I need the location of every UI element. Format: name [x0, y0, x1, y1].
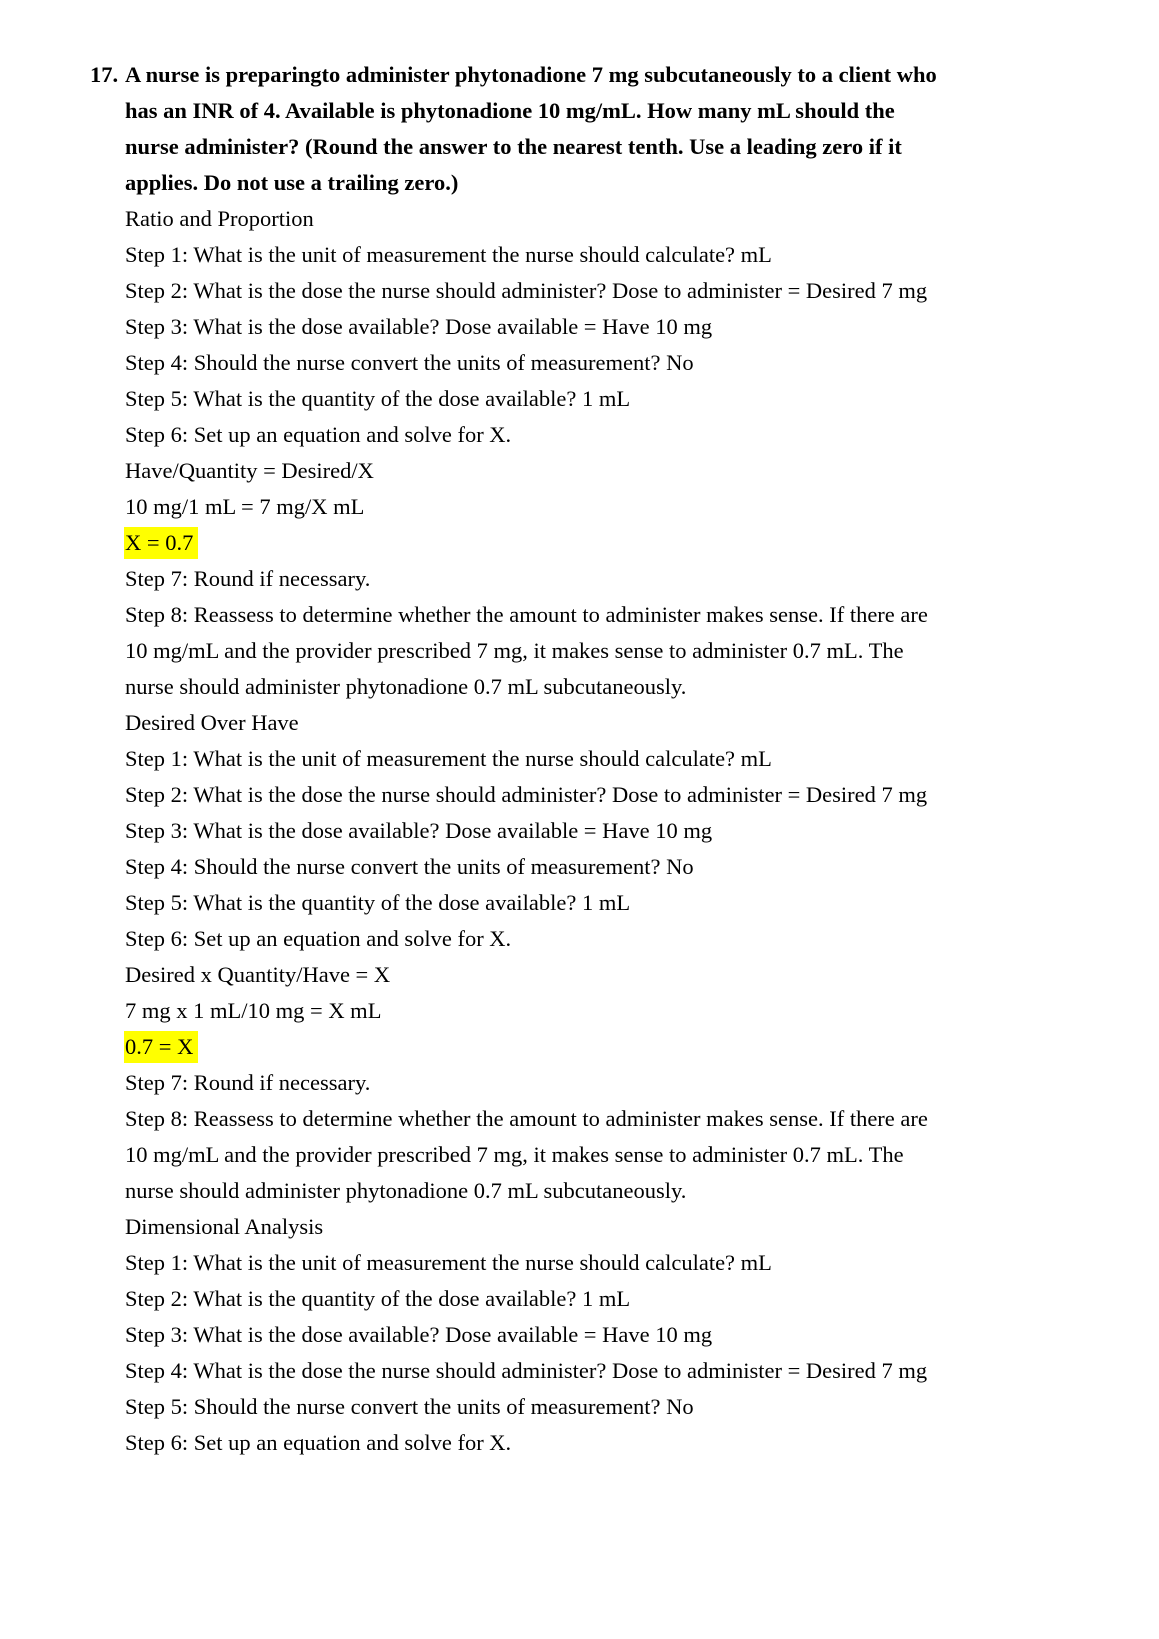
- answer-line: Step 5: Should the nurse convert the units of measurement? No: [125, 1394, 694, 1419]
- answer-line: Step 2: What is the dose the nurse should administer? Dose to administer = Desired 7 mg: [125, 782, 928, 807]
- answer-line: Step 8: Reassess to determine whether the amount to administer makes sense. If there are: [125, 1106, 928, 1131]
- answer-line: Step 4: Should the nurse convert the units of measurement? No: [125, 350, 694, 375]
- answer-line: Step 2: What is the quantity of the dose available? 1 mL: [125, 1286, 631, 1311]
- answer-line: Step 1: What is the unit of measurement the nurse should calculate? mL: [125, 242, 772, 267]
- question-line: A nurse is preparingto administer phytonadione 7 mg subcutaneously to a client who: [125, 62, 937, 87]
- answer-line: Step 7: Round if necessary.: [125, 1070, 371, 1095]
- question-block: [0, 0, 1159, 201]
- question-text: [125, 57, 1099, 201]
- answer-line: Step 5: What is the quantity of the dose available? 1 mL: [125, 890, 631, 915]
- answer-line: Step 3: What is the dose available? Dose available = Have 10 mg: [125, 1322, 713, 1347]
- answer-block: [0, 201, 1159, 1461]
- answer-line: Step 1: What is the unit of measurement the nurse should calculate? mL: [125, 746, 772, 771]
- answer-line: Step 6: Set up an equation and solve for X.: [125, 1430, 512, 1455]
- answer-line: Step 6: Set up an equation and solve for X.: [125, 926, 512, 951]
- answer-line: nurse should administer phytonadione 0.7 mL subcutaneously.: [125, 1178, 687, 1203]
- answer-line: Ratio and Proportion: [125, 206, 314, 231]
- answer-line: Step 5: What is the quantity of the dose available? 1 mL: [125, 386, 631, 411]
- answer-line: 10 mg/mL and the provider prescribed 7 mg, it makes sense to administer 0.7 mL. The: [125, 1142, 904, 1167]
- answer-line: 10 mg/1 mL = 7 mg/X mL: [125, 494, 365, 519]
- question-line: nurse administer? (Round the answer to the nearest tenth. Use a leading zero if it: [125, 134, 902, 159]
- answer-line: Step 3: What is the dose available? Dose available = Have 10 mg: [125, 818, 713, 843]
- highlighted-answer: X = 0.7: [124, 527, 198, 559]
- answer-line: Step 8: Reassess to determine whether the amount to administer makes sense. If there are: [125, 602, 928, 627]
- answer-line: Dimensional Analysis: [125, 1214, 324, 1239]
- answer-line: [125, 525, 1119, 561]
- answer-line: Step 6: Set up an equation and solve for X.: [125, 422, 512, 447]
- answer-line: nurse should administer phytonadione 0.7 mL subcutaneously.: [125, 674, 687, 699]
- answer-line: Step 7: Round if necessary.: [125, 566, 371, 591]
- answer-line: Step 2: What is the dose the nurse should administer? Dose to administer = Desired 7 mg: [125, 278, 928, 303]
- highlighted-answer: 0.7 = X: [124, 1031, 198, 1063]
- answer-line: [125, 1029, 1119, 1065]
- question-number: 17.: [90, 62, 119, 87]
- answer-line: Have/Quantity = Desired/X: [125, 458, 374, 483]
- answer-line: 7 mg x 1 mL/10 mg = X mL: [125, 998, 382, 1023]
- answer-line: Step 3: What is the dose available? Dose available = Have 10 mg: [125, 314, 713, 339]
- question-line: applies. Do not use a trailing zero.): [125, 170, 459, 195]
- question-line: has an INR of 4. Available is phytonadione 10 mg/mL. How many mL should the: [125, 98, 895, 123]
- answer-line: Step 4: What is the dose the nurse should administer? Dose to administer = Desired 7 mg: [125, 1358, 928, 1383]
- answer-line: Desired x Quantity/Have = X: [125, 962, 391, 987]
- answer-line: Step 4: Should the nurse convert the units of measurement? No: [125, 854, 694, 879]
- answer-line: Step 1: What is the unit of measurement the nurse should calculate? mL: [125, 1250, 772, 1275]
- answer-line: 10 mg/mL and the provider prescribed 7 mg, it makes sense to administer 0.7 mL. The: [125, 638, 904, 663]
- answer-line: Desired Over Have: [125, 710, 299, 735]
